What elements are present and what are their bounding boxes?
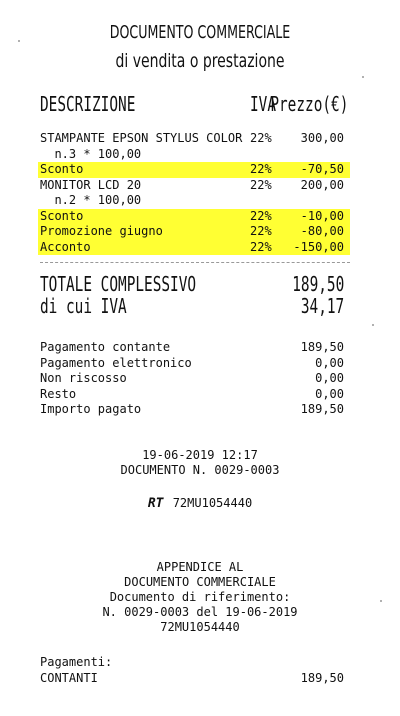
item-price: 200,00	[300, 177, 344, 192]
item-description: Sconto	[40, 208, 84, 223]
item-price: -80,00	[300, 224, 344, 238]
item-vat: 22%	[250, 224, 272, 238]
payment-label: Pagamento elettronico	[40, 355, 192, 370]
paper-speck	[362, 76, 364, 78]
item-row-highlighted	[38, 240, 350, 256]
payment-label: Non riscosso	[40, 371, 127, 385]
payment-label: Resto	[40, 386, 77, 401]
item-row-highlighted	[38, 162, 350, 178]
item-row	[38, 178, 350, 194]
payment-list	[38, 340, 350, 418]
payment-label: Pagamento contante	[40, 340, 171, 354]
item-vat: 22%	[250, 208, 272, 223]
rt-code: 72MU1054440	[172, 496, 253, 510]
item-price: 300,00	[300, 131, 344, 145]
payment-value: 189,50	[300, 340, 344, 354]
item-description: STAMPANTE EPSON STYLUS COLOR	[40, 131, 243, 145]
final-payments-label: Pagamenti:	[40, 655, 113, 669]
vat-total-value: 34,17	[300, 294, 344, 318]
final-payment-row	[38, 671, 350, 687]
document-datetime: 19-06-2019 12:17	[142, 448, 258, 462]
item-list	[38, 131, 350, 255]
column-headers	[40, 92, 348, 118]
payment-row	[38, 340, 350, 356]
paper-speck	[18, 40, 20, 42]
item-price: -150,00	[293, 239, 344, 254]
appendix	[0, 560, 400, 635]
divider	[40, 262, 350, 263]
item-row	[38, 131, 350, 147]
column-price: Prezzo(€)	[269, 92, 348, 116]
payment-value: 0,00	[315, 355, 344, 370]
document-number: DOCUMENTO N. 0029-0003	[120, 463, 280, 477]
item-row	[38, 193, 350, 209]
item-description: n.2 * 100,00	[40, 193, 142, 207]
appendix-line: 72MU1054440	[160, 620, 240, 634]
payment-label: Importo pagato	[40, 402, 142, 416]
appendix-line: APPENDICE AL	[156, 560, 244, 574]
total-label: TOTALE COMPLESSIVO	[40, 272, 197, 296]
item-vat: 22%	[250, 131, 272, 145]
final-payment-method: CONTANTI	[40, 670, 98, 685]
title-line-1: DOCUMENTO COMMERCIALE	[109, 22, 291, 43]
item-vat: 22%	[250, 162, 272, 176]
payment-row	[38, 371, 350, 387]
vat-total-row	[40, 294, 350, 320]
rt-code-line	[0, 496, 400, 511]
appendix-line: N. 0029-0003 del 19-06-2019	[102, 605, 298, 619]
total-value: 189,50	[291, 272, 344, 296]
item-price: -10,00	[300, 208, 344, 223]
payment-value: 0,00	[315, 371, 344, 385]
item-row-highlighted	[38, 224, 350, 240]
item-description: Promozione giugno	[40, 224, 163, 238]
appendix-line: DOCUMENTO COMMERCIALE	[124, 575, 276, 589]
item-description: Sconto	[40, 162, 84, 176]
item-row-highlighted	[38, 209, 350, 225]
item-description: Acconto	[40, 239, 91, 254]
column-description: DESCRIZIONE	[40, 92, 136, 116]
item-price: -70,50	[300, 162, 344, 176]
final-payment-value: 189,50	[300, 670, 344, 685]
payment-row	[38, 402, 350, 418]
appendix-line: Documento di riferimento:	[109, 590, 291, 604]
item-row	[38, 147, 350, 163]
paper-speck	[380, 600, 382, 602]
column-vat: IVA	[250, 92, 277, 116]
vat-total-label: di cui IVA	[40, 294, 127, 318]
title-line-2: di vendita o prestazione	[115, 50, 285, 72]
item-vat: 22%	[250, 239, 272, 254]
payment-value: 189,50	[300, 402, 344, 416]
rt-logo-icon: RT	[147, 496, 164, 511]
payment-row	[38, 387, 350, 403]
payment-value: 0,00	[315, 386, 344, 401]
item-description: MONITOR LCD 20	[40, 177, 142, 192]
item-description: n.3 * 100,00	[40, 146, 142, 161]
paper-speck	[372, 324, 374, 326]
item-vat: 22%	[250, 177, 272, 192]
final-payments	[38, 655, 350, 686]
final-payments-label-row	[38, 655, 350, 671]
payment-row	[38, 356, 350, 372]
